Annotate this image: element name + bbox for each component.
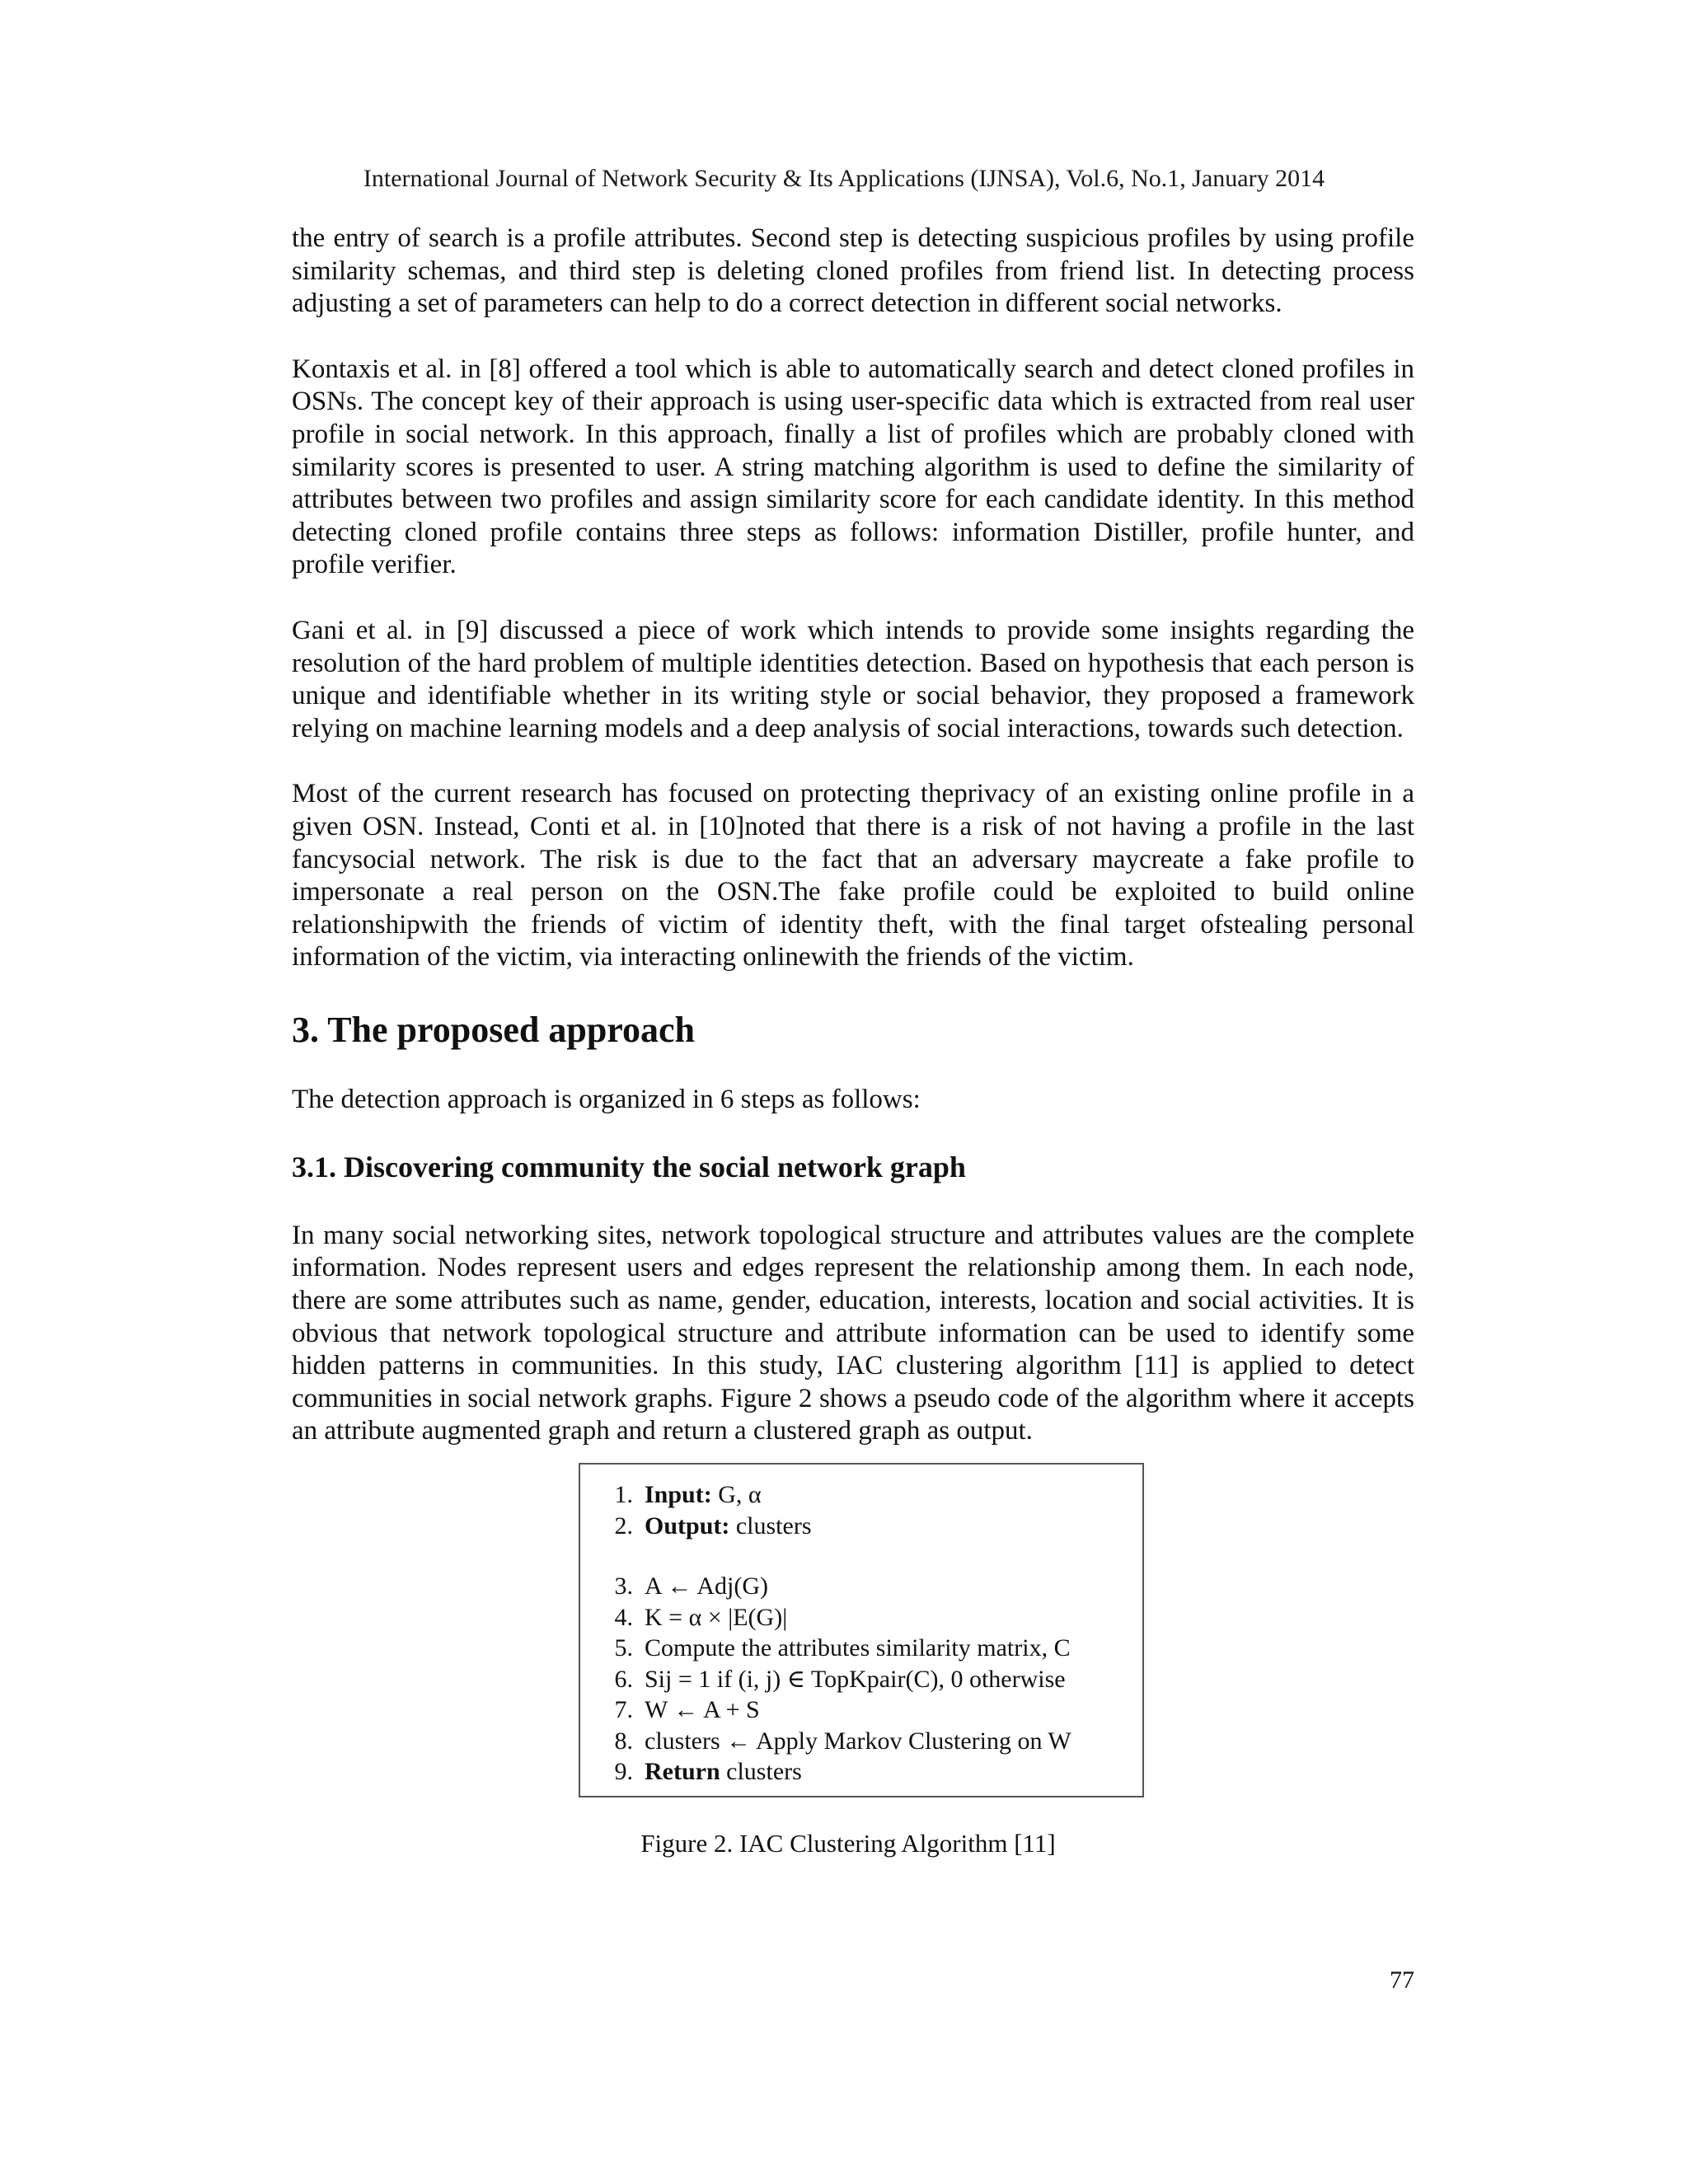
algorithm-line: [597, 1571, 1126, 1602]
page-number: 77: [1390, 1966, 1414, 1994]
figure-caption: Figure 2. IAC Clustering Algorithm [11]: [640, 1828, 1056, 1858]
algorithm-line-number: 1.: [614, 1481, 633, 1509]
algorithm-line-number: 5.: [614, 1634, 633, 1662]
algorithm-line-text: K = α × |E(G)|: [645, 1603, 788, 1631]
journal-header: International Journal of Network Security & Its Applications (IJNSA), Vol.6, No.1, January 2014: [363, 165, 1325, 192]
section-intro: The detection approach is organized in 6 steps as follows:: [292, 1084, 921, 1114]
section-heading: 3. The proposed approach: [292, 1009, 696, 1050]
paragraph-continuation: the entry of search is a profile attributes. Second step is detecting suspicious profiles by using profile similarity schemas, and third step is deleting cloned profiles from friend list. In detecting process adjusting a set of parameters can help to do a correct detection in different social networks.: [292, 223, 1414, 319]
algorithm-line: [597, 1664, 1126, 1695]
algorithm-line-number: 2.: [614, 1511, 633, 1540]
paragraph-kontaxis: Kontaxis et al. in [8] offered a tool which is able to automatically search and detect cloned profiles in OSNs. The concept key of their approach is using user-specific data which is extracted from real user profile in social network. In this approach, finally a list of profiles which are probably cloned with similarity scores is presented to user. A string matching algorithm is used to define the similarity of attributes between two profiles and assign similarity score for each candidate identity. In this method detecting cloned profile contains three steps as follows: information Distiller, profile hunter, and profile verifier.: [292, 354, 1414, 580]
algorithm-line-number: 6.: [614, 1665, 633, 1693]
algorithm-line: [597, 1602, 1126, 1633]
algorithm-line-number: 9.: [614, 1758, 633, 1786]
algorithm-line-text: Sij = 1 if (i, j) ∈ TopKpair(C), 0 otherwise: [645, 1665, 1066, 1693]
algorithm-line-text: Compute the attributes similarity matrix, C: [645, 1634, 1071, 1662]
algorithm-line-text: Return clusters: [645, 1758, 802, 1786]
algorithm-line: [597, 1726, 1126, 1757]
algorithm-line: [597, 1479, 1126, 1511]
algorithm-gap: [597, 1541, 1126, 1571]
algorithm-line: [597, 1694, 1126, 1726]
algorithm-line-number: 3.: [614, 1572, 633, 1601]
subsection-paragraph: In many social networking sites, network topological structure and attributes values are the complete information. Nodes represent users and edges represent the relationship among them. In each node, there are some attributes such as name, gender, education, interests, location and social activities. It is obvious that network topological structure and attribute information can be used to identify some hidden patterns in communities. In this study, IAC clustering algorithm [11] is applied to detect communities in social network graphs. Figure 2 shows a pseudo code of the algorithm where it accepts an attribute augmented graph and return a clustered graph as output.: [292, 1220, 1414, 1446]
algorithm-line-number: 7.: [614, 1696, 633, 1724]
paragraph-gani: Gani et al. in [9] discussed a piece of work which intends to provide some insights regarding the resolution of the hard problem of multiple identities detection. Based on hypothesis that each person is unique and identifiable whether in its writing style or social behavior, they proposed a framework relying on machine learning models and a deep analysis of social interactions, towards such detection.: [292, 615, 1414, 743]
algorithm-line-number: 4.: [614, 1603, 633, 1631]
algorithm-line-text: W ← A + S: [645, 1696, 760, 1724]
algorithm-line-number: 8.: [614, 1727, 633, 1755]
algorithm-line: [597, 1756, 1126, 1788]
algorithm-line: [597, 1511, 1126, 1542]
algorithm-line-text: Input: G, α: [645, 1481, 762, 1509]
algorithm-line: [597, 1633, 1126, 1664]
algorithm-line-text: A ← Adj(G): [645, 1572, 768, 1601]
page-content: [292, 223, 1414, 1860]
algorithm-box: [579, 1463, 1144, 1797]
paragraph-conti: Most of the current research has focused on protecting theprivacy of an existing online profile in a given OSN. Instead, Conti et al. in [10]noted that there is a risk of not having a profile in the last fancysocial network. The risk is due to the fact that an adversary maycreate a fake profile to impersonate a real person on the OSN.The fake profile could be exploited to build online relationshipwith the friends of victim of identity theft, with the final target ofstealing personal information of the victim, via interacting onlinewith the friends of the victim.: [292, 779, 1414, 972]
subsection-heading: 3.1. Discovering community the social network graph: [292, 1150, 966, 1183]
algorithm-line-text: clusters ← Apply Markov Clustering on W: [645, 1727, 1071, 1755]
algorithm-line-text: Output: clusters: [645, 1511, 812, 1540]
